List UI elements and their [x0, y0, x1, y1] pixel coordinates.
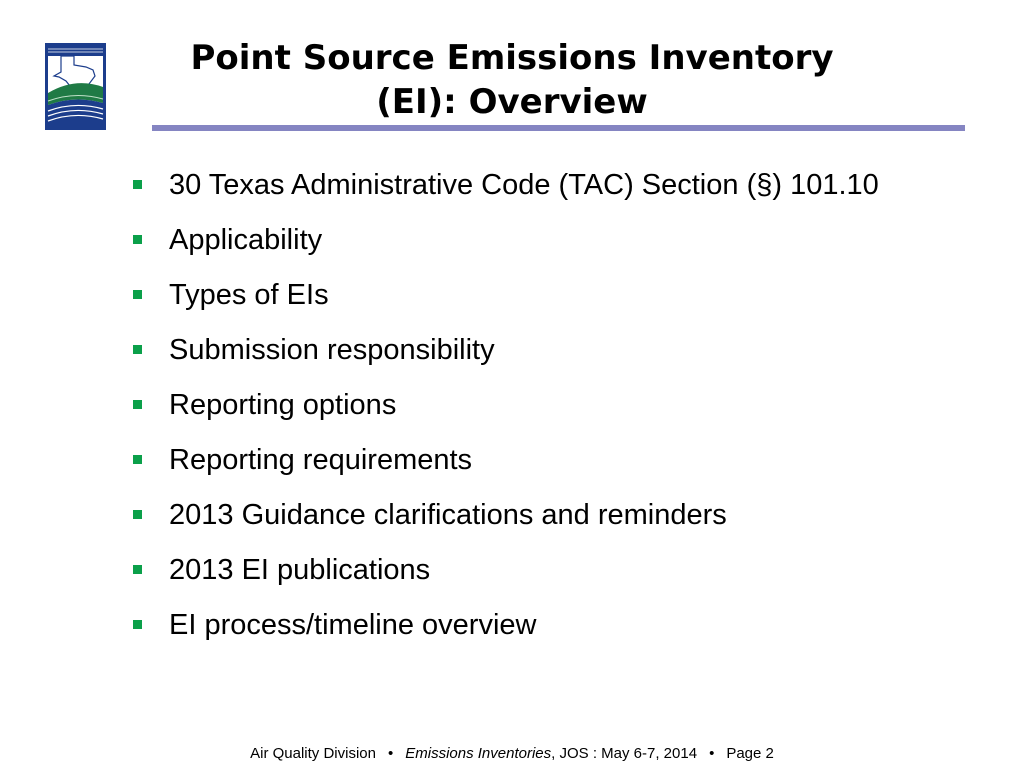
- bullet-text: 2013 Guidance clarifications and reminders: [169, 499, 727, 531]
- slide-footer: [0, 743, 1024, 765]
- bullet-text: 30 Texas Administrative Code (TAC) Section (§) 101.10: [169, 169, 879, 201]
- bullet-list: [130, 164, 879, 659]
- bullet-text: 2013 EI publications: [169, 554, 431, 586]
- green-square-bullet-icon: [133, 290, 142, 299]
- footer-event: , JOS : May 6-7, 2014: [551, 745, 698, 762]
- green-square-bullet-icon: [133, 455, 142, 464]
- green-square-bullet-icon: [133, 235, 142, 244]
- bullet-item-guidance-clarifications: [130, 494, 879, 549]
- green-square-bullet-icon: [133, 400, 142, 409]
- bullet-item-applicability: [130, 219, 879, 274]
- bullet-item-tac-section: [130, 164, 879, 219]
- bullet-item-submission-responsibility: [130, 329, 879, 384]
- footer-division: Air Quality Division: [250, 745, 376, 762]
- slide-title: [130, 36, 894, 124]
- green-square-bullet-icon: [133, 345, 142, 354]
- bullet-item-ei-publications: [130, 549, 879, 604]
- slide-title-line-2: (EI): Overview: [376, 82, 648, 122]
- bullet-text: Reporting options: [169, 389, 397, 421]
- footer-page-number: Page 2: [726, 745, 774, 762]
- footer-separator: •: [387, 745, 394, 762]
- green-square-bullet-icon: [133, 565, 142, 574]
- texas-agency-logo-icon: [45, 43, 106, 130]
- bullet-item-reporting-options: [130, 384, 879, 439]
- bullet-item-reporting-requirements: [130, 439, 879, 494]
- bullet-text: Types of EIs: [169, 279, 329, 311]
- footer-separator: •: [709, 745, 715, 762]
- bullet-text: Applicability: [169, 224, 323, 256]
- green-square-bullet-icon: [133, 510, 142, 519]
- green-square-bullet-icon: [133, 620, 142, 629]
- title-divider: [152, 125, 965, 131]
- green-square-bullet-icon: [133, 180, 142, 189]
- bullet-text: Reporting requirements: [169, 444, 473, 476]
- bullet-item-process-timeline: [130, 604, 879, 659]
- bullet-text: Submission responsibility: [169, 334, 495, 366]
- bullet-item-types-of-eis: [130, 274, 879, 329]
- slide-title-line-1: Point Source Emissions Inventory: [190, 38, 834, 78]
- footer-program: Emissions Inventories: [405, 745, 552, 762]
- bullet-text: EI process/timeline overview: [169, 609, 537, 641]
